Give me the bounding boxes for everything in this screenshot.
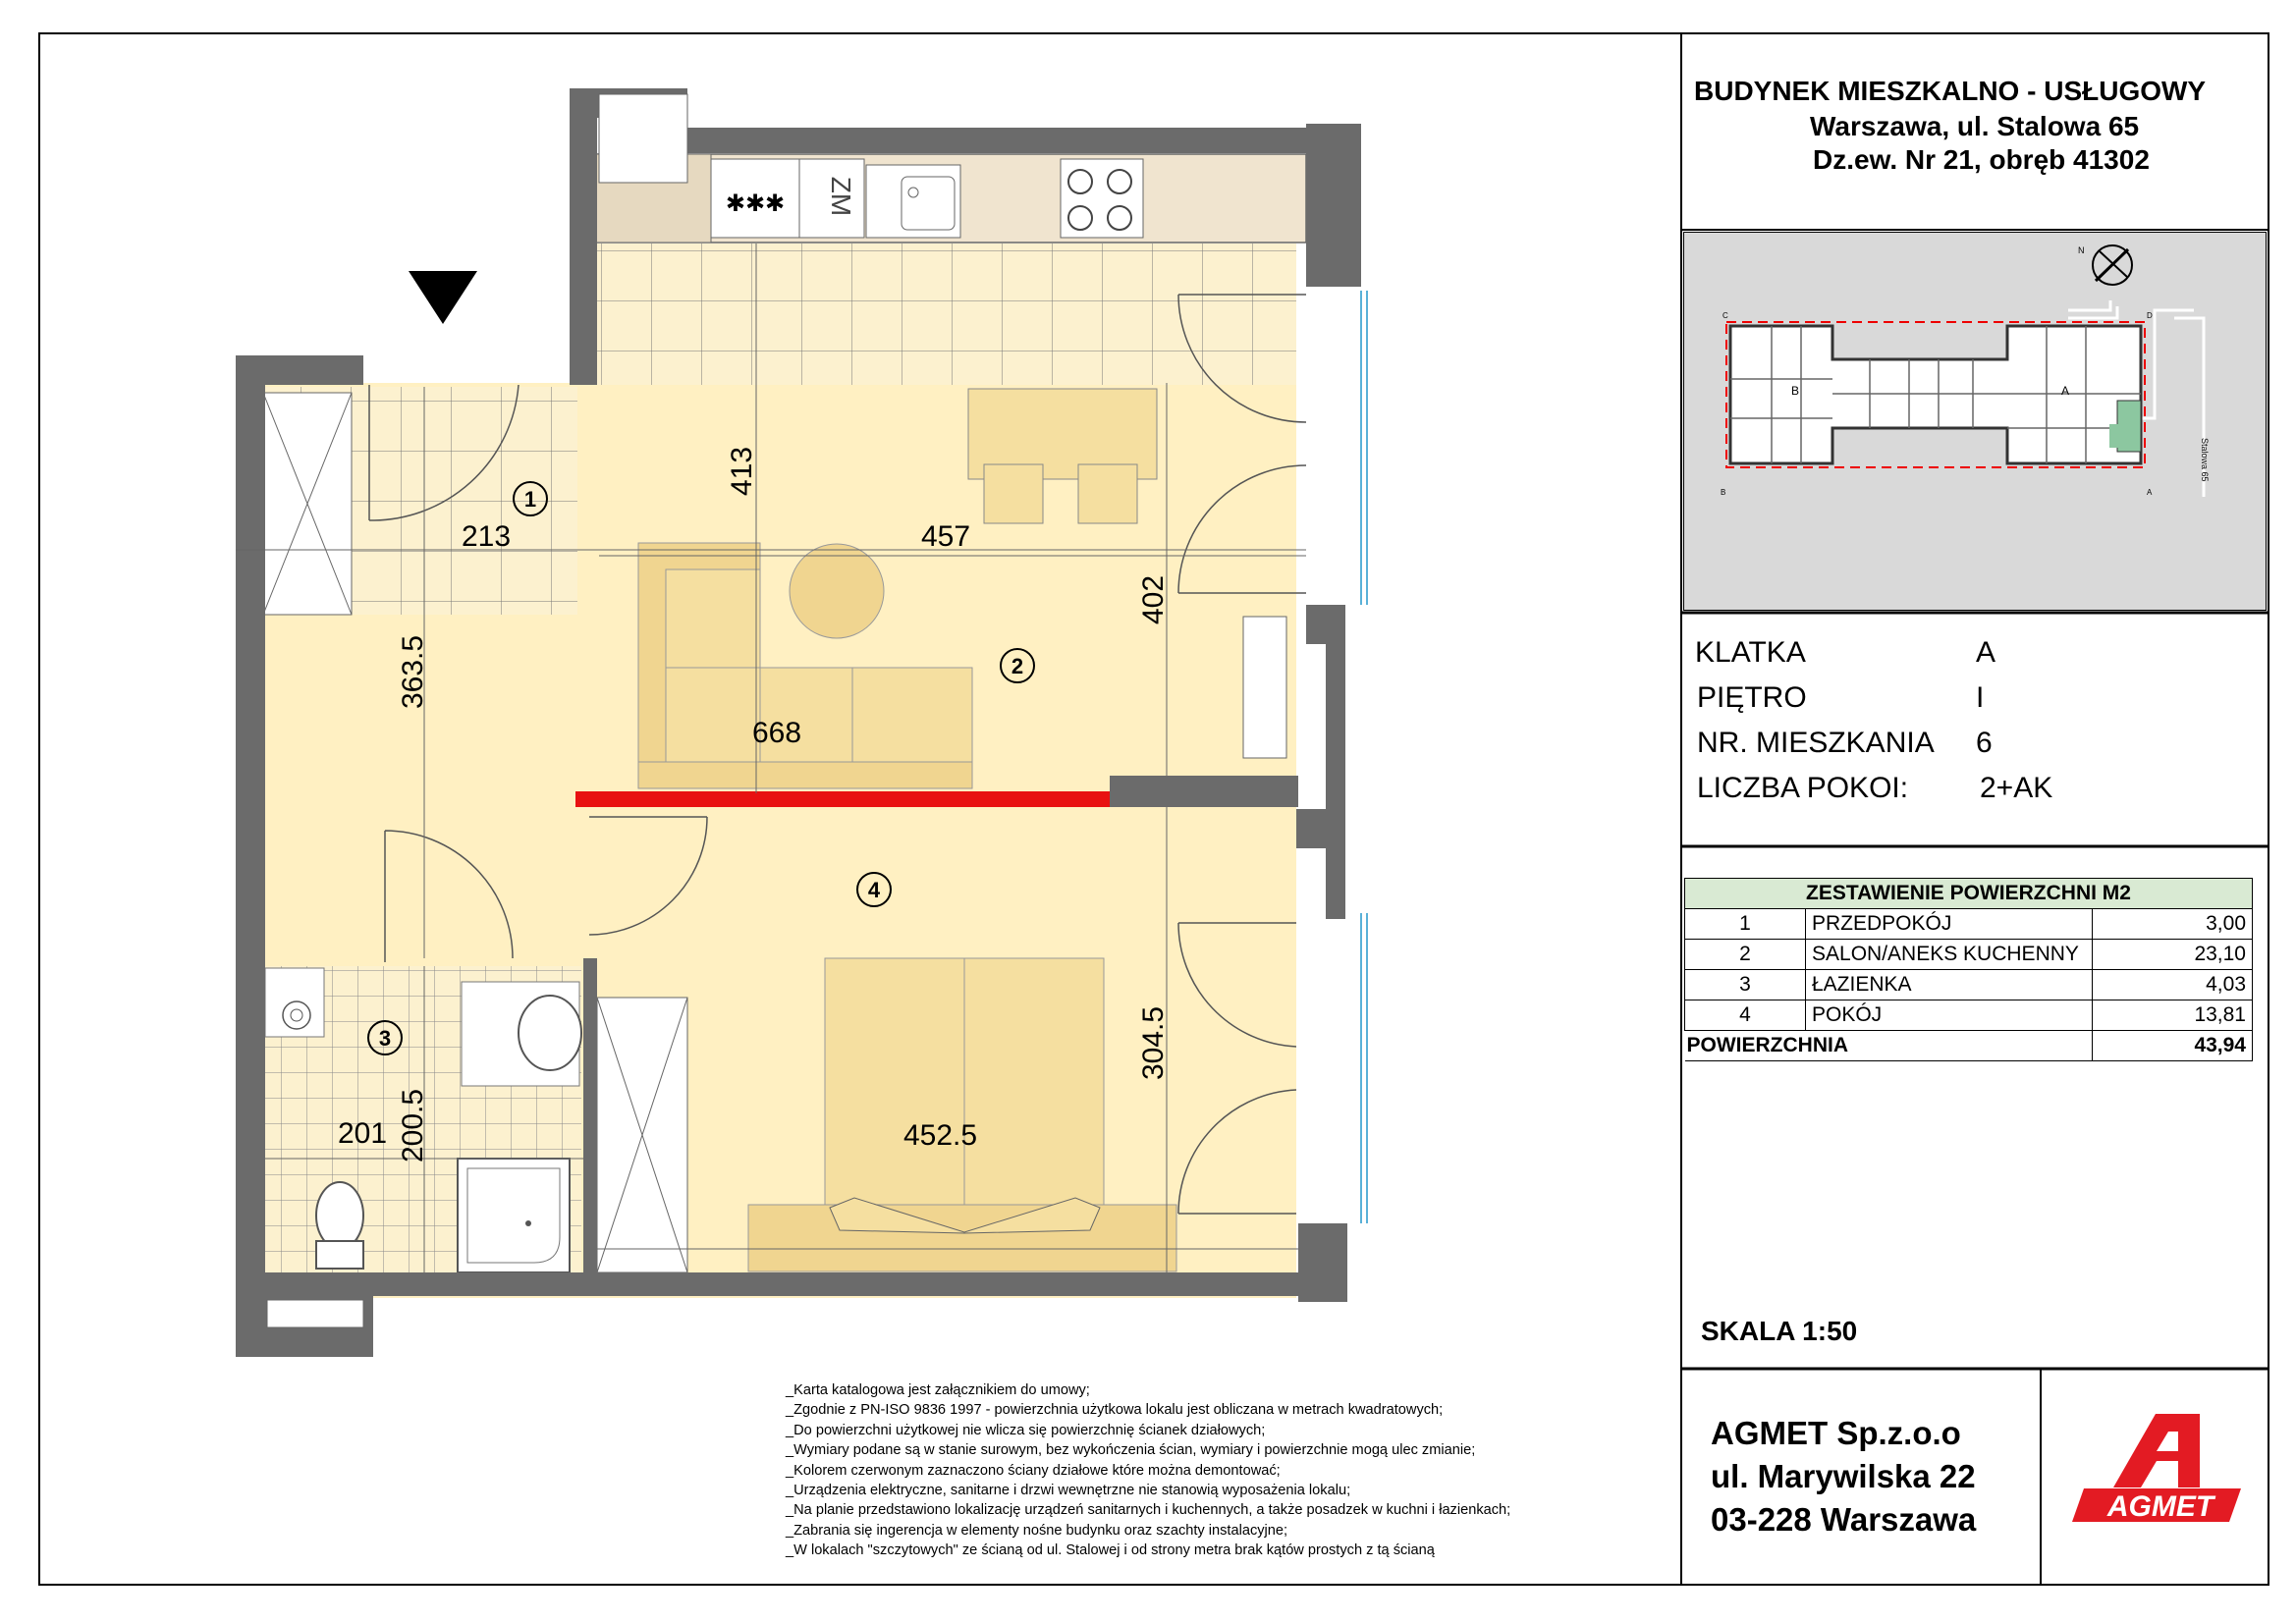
note-line: _Do powierzchni użytkowej nie wlicza się powierzchnię ścianek działowych; — [786, 1422, 1266, 1438]
table-row: 2 SALON/ANEKS KUCHENNY 23,10 — [1685, 940, 2253, 970]
dishwasher-label: ZM — [826, 176, 856, 217]
info-label-pietro: PIĘTRO — [1697, 681, 1807, 714]
dim-413: 413 — [726, 446, 758, 496]
site-plan — [1683, 232, 2267, 611]
dim-457: 457 — [921, 520, 971, 553]
fridge-label: ✱✱✱ — [725, 189, 786, 217]
note-line: _Zabrania się ingerencja w elementy nośne budynku oraz szachty instalacyjne; — [786, 1522, 1288, 1539]
north-label: N — [2078, 245, 2085, 255]
note-line: _W lokalach "szczytowych" ze ścianą od ul. Stalowej i od strony metra brak kątów prostych z tą ścianą — [786, 1542, 1435, 1559]
note-line: _Wymiary podane są w stanie surowym, bez wykończenia ścian, wymiary i powierzchnie mogą ulec zmianie; — [786, 1442, 1476, 1459]
dim-4525: 452.5 — [903, 1119, 978, 1152]
corner-d: D — [2147, 311, 2153, 320]
company-name: AGMET Sp.z.o.o — [1711, 1415, 1961, 1451]
dim-402: 402 — [1137, 574, 1170, 624]
notes — [786, 1380, 1650, 1561]
dim-668: 668 — [752, 717, 802, 749]
street-label: Stalowa 65 — [2200, 438, 2210, 482]
dim-213: 213 — [462, 520, 512, 553]
cooktop-icon — [1061, 159, 1143, 238]
building-title: BUDYNEK MIESZKALNO - USŁUGOWY — [1694, 76, 2207, 106]
area-table — [1684, 878, 2253, 1061]
info-value-nr: 6 — [1976, 727, 1993, 759]
building-parcel: Dz.ew. Nr 21, obręb 41302 — [1813, 144, 2150, 175]
stair-b-label: B — [1791, 384, 1800, 398]
corner-b: B — [1721, 488, 1726, 497]
building-address: Warszawa, ul. Stalowa 65 — [1810, 111, 2140, 141]
table-total-row: POWIERZCHNIA 43,94 — [1685, 1031, 2253, 1061]
info-label-nr: NR. MIESZKANIA — [1697, 727, 1935, 759]
room-3-label: 3 — [378, 1026, 392, 1051]
info-label-klatka: KLATKA — [1695, 636, 1806, 669]
table-row: 3 ŁAZIENKA 4,03 — [1685, 970, 2253, 1000]
note-line: _Zgodnie z PN-ISO 9836 1997 - powierzchnia użytkowa lokalu jest obliczana w metrach kwadratowych; — [786, 1402, 1444, 1419]
table-row: 4 POKÓJ 13,81 — [1685, 1000, 2253, 1031]
note-line: _Kolorem czerwonym zaznaczono ściany działowe które można demontować; — [786, 1462, 1281, 1479]
info-value-klatka: A — [1976, 636, 1996, 669]
area-table-title: ZESTAWIENIE POWIERZCHNI M2 — [1685, 879, 2253, 909]
room-4-label: 4 — [867, 878, 881, 902]
company-block — [1711, 1412, 1976, 1541]
info-label-pokoje: LICZBA POKOI: — [1697, 772, 1909, 804]
logo-text: AGMET — [2106, 1490, 2214, 1523]
stair-a-label: A — [2061, 384, 2070, 398]
dim-201: 201 — [338, 1117, 388, 1150]
table-row: 1 PRZEDPOKÓJ 3,00 — [1685, 909, 2253, 940]
company-city: 03-228 Warszawa — [1711, 1501, 1977, 1538]
info-value-pietro: I — [1976, 681, 1985, 714]
info-value-pokoje: 2+AK — [1980, 772, 2053, 804]
entrance-arrow-icon — [409, 271, 477, 324]
dim-2005: 200.5 — [397, 1088, 429, 1162]
corner-c: C — [1722, 311, 1728, 320]
note-line: _Na planie przedstawiono lokalizację urządzeń sanitarnych i kuchennych, a także posadzek w kuchni i łazienkach; — [786, 1502, 1511, 1519]
room-2-label: 2 — [1011, 654, 1024, 678]
room-1-label: 1 — [523, 487, 537, 512]
note-line: _Urządzenia elektryczne, sanitarne i drzwi wewnętrzne nie stanowią wyposażenia lokalu; — [786, 1483, 1351, 1499]
note-line: _Karta katalogowa jest załącznikiem do umowy; — [786, 1382, 1090, 1398]
dim-3635: 363.5 — [397, 634, 429, 709]
agmet-logo-icon — [2062, 1404, 2249, 1551]
scale-label: SKALA 1:50 — [1701, 1316, 1858, 1346]
dim-3045: 304.5 — [1137, 1005, 1170, 1080]
corner-a: A — [2147, 488, 2153, 497]
company-street: ul. Marywilska 22 — [1711, 1458, 1976, 1494]
